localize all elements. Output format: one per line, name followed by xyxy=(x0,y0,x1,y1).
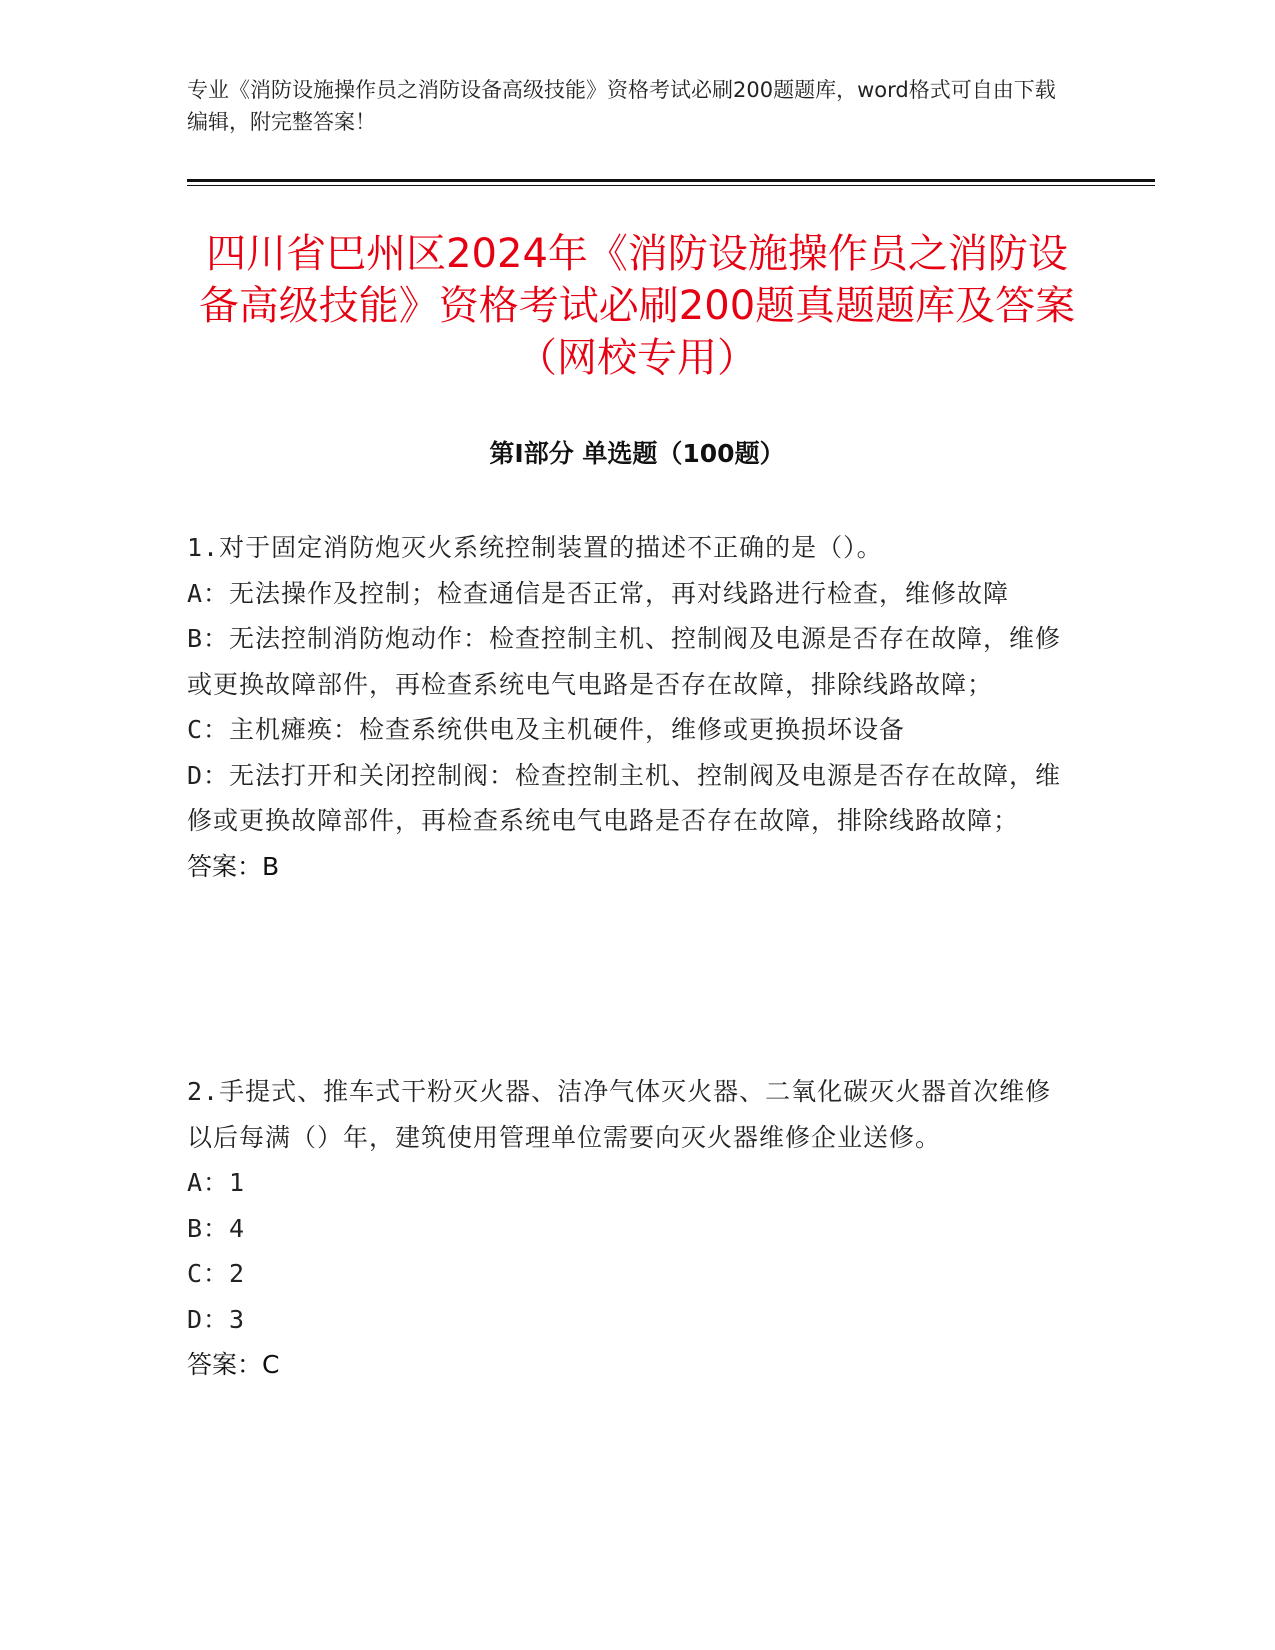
question-stem: 1.对于固定消防炮灭火系统控制装置的描述不正确的是（）。 xyxy=(187,533,883,562)
option-a: A：1 xyxy=(187,1168,246,1197)
document-title: 四川省巴州区2024年《消防设施操作员之消防设备高级技能》资格考试必刷200题真题题库及答案（网校专用） xyxy=(198,231,1076,381)
option-a: A：无法操作及控制；检查通信是否正常，再对线路进行检查，维修故障 xyxy=(187,578,1010,608)
option-c: C：主机瘫痪：检查系统供电及主机硬件，维修或更换损坏设备 xyxy=(187,715,906,744)
header-rule-thick xyxy=(187,179,1155,182)
question-1 xyxy=(187,525,1077,889)
section-heading: 第Ⅰ部分 单选题（100题） xyxy=(489,439,785,468)
option-b: B：无法控制消防炮动作：检查控制主机、控制阀及电源是否存在故障，维修或更换故障部件，再检查系统电气电路是否存在故障，排除线路故障； xyxy=(187,624,1062,699)
answer-line: 答案：C xyxy=(187,1350,280,1379)
question-2 xyxy=(187,1069,1077,1388)
header-note: 专业《消防设施操作员之消防设备高级技能》资格考试必刷200题题库，word格式可自由下载编辑，附完整答案！ xyxy=(187,78,1056,134)
option-d: D：3 xyxy=(187,1304,246,1334)
option-b: B：4 xyxy=(187,1213,246,1243)
header-rule-thin xyxy=(187,185,1155,186)
question-stem: 2.手提式、推车式干粉灭火器、洁净气体灭火器、二氧化碳灭火器首次维修以后每满（）年，建筑使用管理单位需要向灭火器维修企业送修。 xyxy=(187,1077,1052,1152)
option-d: D：无法打开和关闭控制阀：检查控制主机、控制阀及电源是否存在故障，维修或更换故障部件，再检查系统电气电路是否存在故障，排除线路故障； xyxy=(187,760,1062,835)
option-c: C：2 xyxy=(187,1259,246,1288)
answer-line: 答案：B xyxy=(187,851,280,881)
